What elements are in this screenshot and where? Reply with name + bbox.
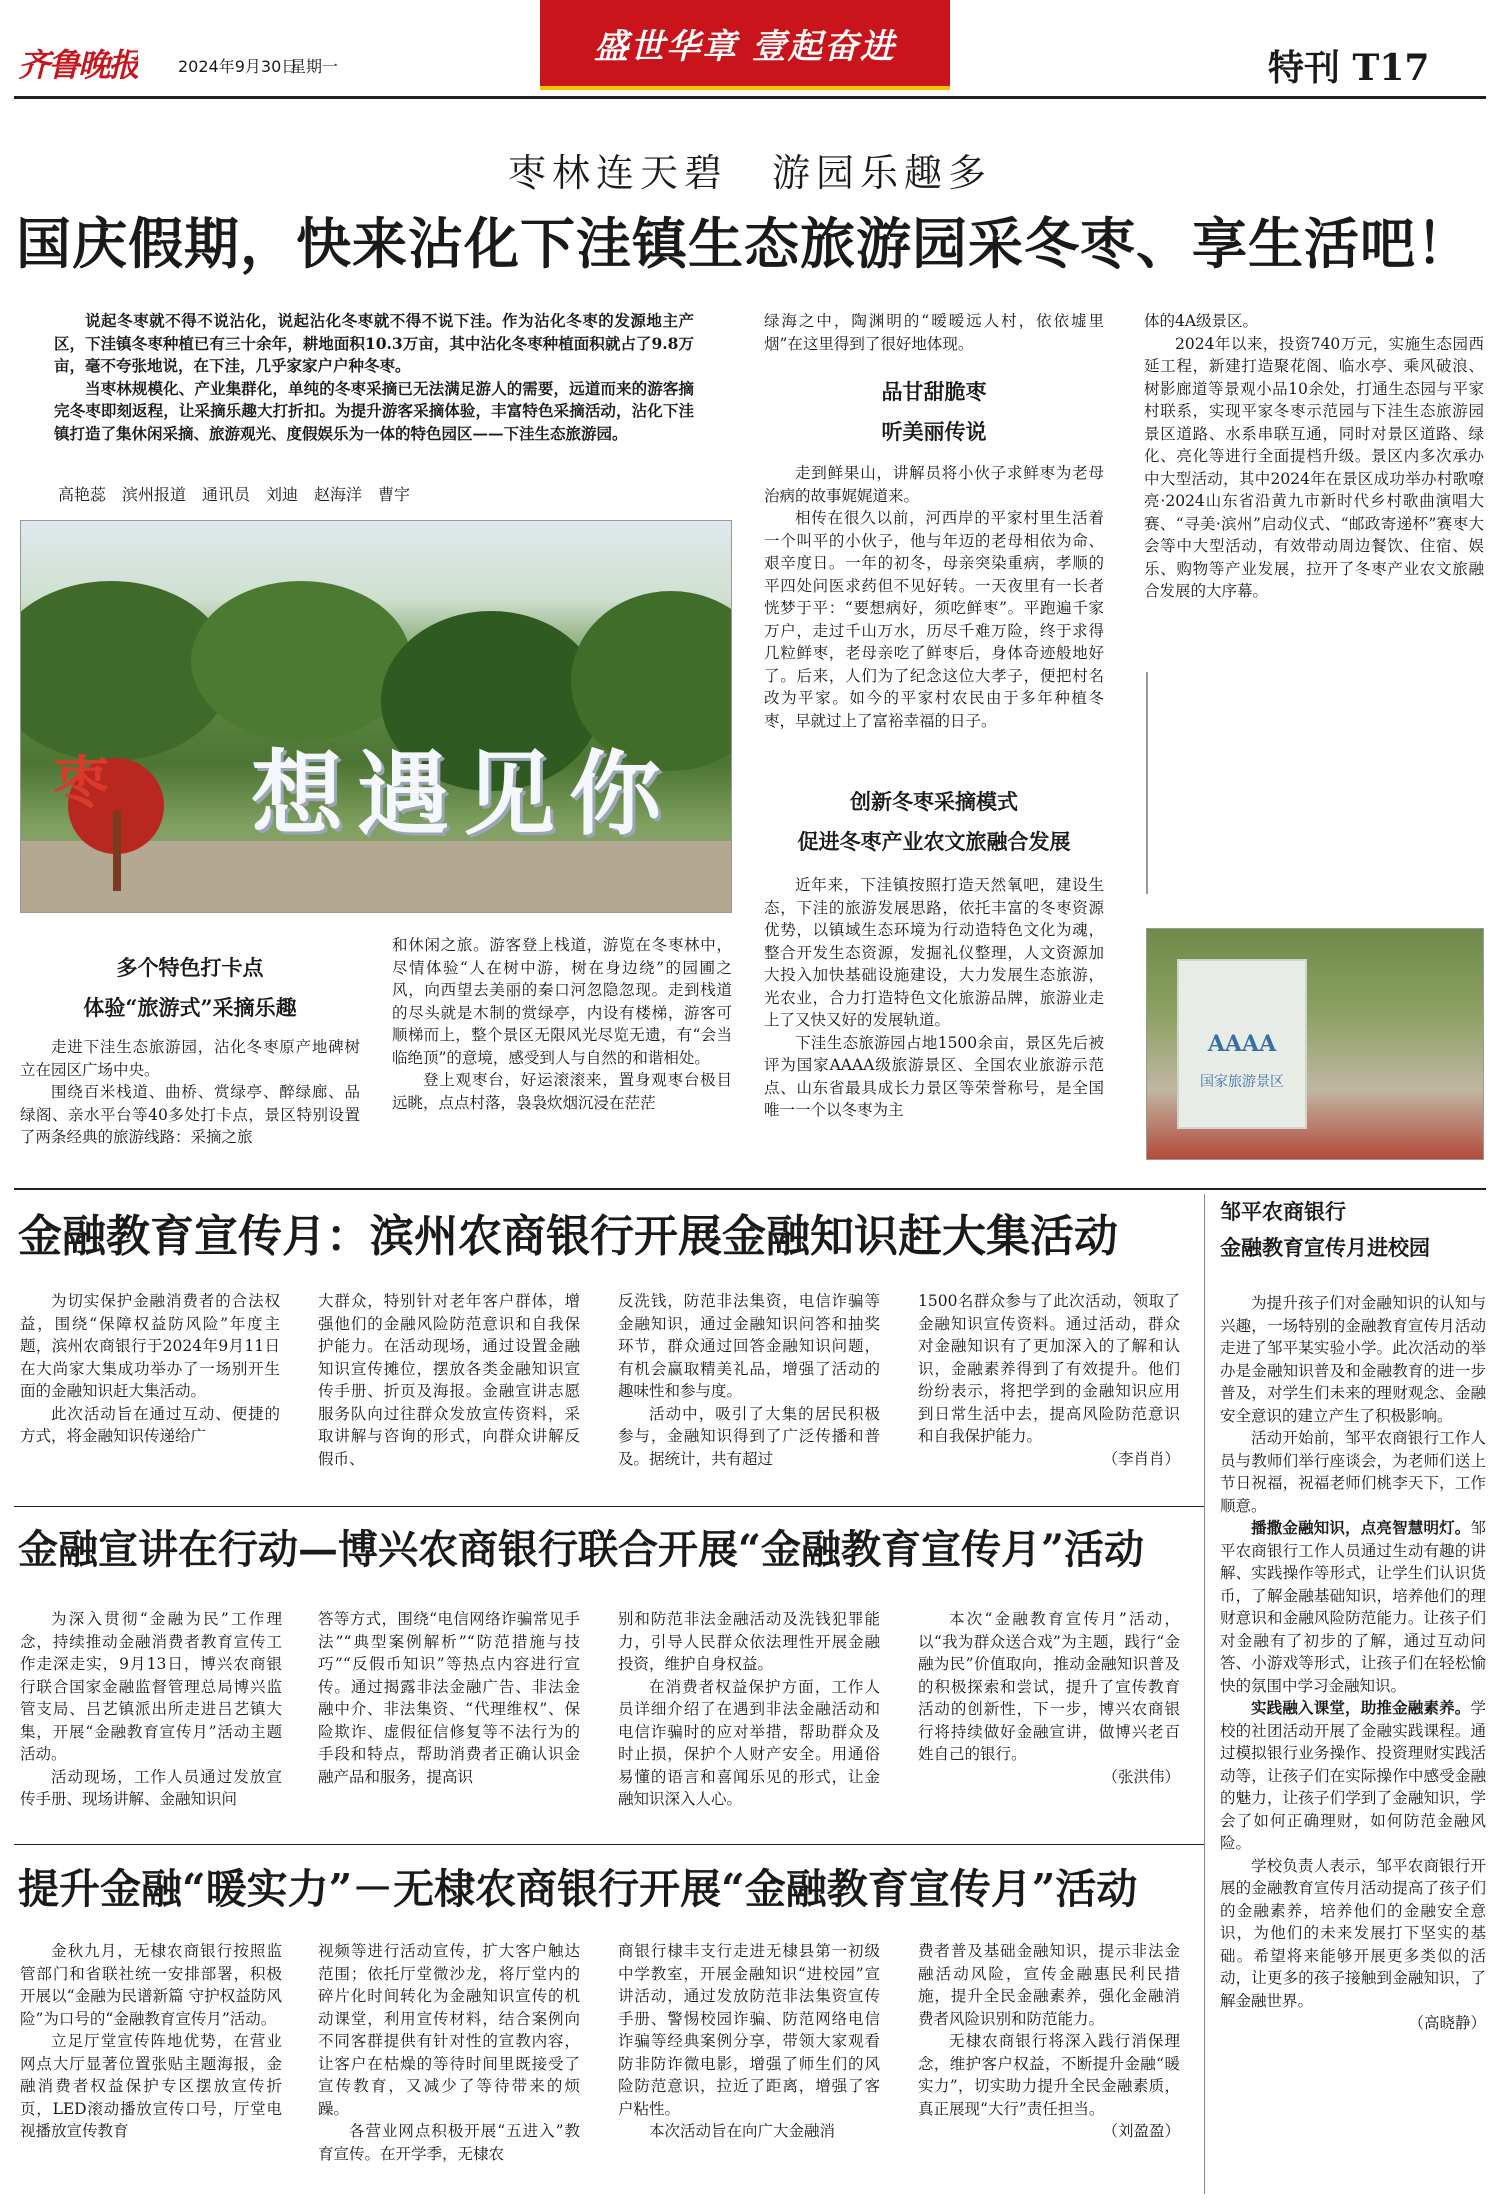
- article5-body: [1220, 1292, 1486, 2035]
- section-rule: [14, 1844, 1204, 1845]
- subhead-c2: 促进冬枣产业农文旅融合发展: [797, 829, 1071, 854]
- paragraph: 1500名群众参与了此次活动，领取了金融知识宣传资料。通过活动，群众对金融知识有了更加深入的了解和认识，金融素养得到了有效提升。他们纷纷表示，将把学到的金融知识应用到日常生活中去，提高风险防范意识和自我保护能力。: [918, 1292, 1180, 1445]
- paragraph: 为切实保护金融消费者的合法权益，围绕“保障权益防风险”年度主题，滨州农商银行于2024年9月11日在大尚家大集成功举办了一场别开生面的金融知识赶大集活动。: [20, 1292, 280, 1400]
- article3-col3: [618, 1608, 880, 1811]
- paragraph: 相传在很久以前，河西岸的平家村里生活着一个叫平的小伙子，他与年迈的老母相依为命、艰辛度日。一年的初冬，母亲突染重病，孝顺的平四处问医求药但不见好转。一天夜里有一长者恍梦于平：“要想病好，须吃鲜枣”。平跑遍千家万户，走过千山万水，历尽千难万险，终于求得几粒鲜枣，老母亲吃了鲜枣后，身体奇迹般地好了。后来，人们为了纪念这位大孝子，便把村名改为平家。如今的平家村农民由于多年种植冬枣，早就过上了富裕幸福的日子。: [764, 509, 1104, 730]
- article1-col3c: [764, 874, 1104, 1122]
- paragraph: 此次活动旨在通过互动、便捷的方式，将金融知识传递给广: [20, 1404, 280, 1445]
- paragraph: 走进下洼生态旅游园，沾化冬枣原产地碑树立在园区广场中央。: [20, 1038, 360, 1079]
- article1-authors: 高艳蕊 滨州报道 通讯员 刘迪 赵海洋 曹宇: [58, 485, 411, 504]
- header-rule: [14, 96, 1486, 99]
- paragraph: 走到鲜果山，讲解员将小伙子求鲜枣为老母治病的故事娓娓道来。: [764, 464, 1104, 505]
- paragraph: 视频等进行活动宣传，扩大客户触达范围；依托厅堂微沙龙，将厅堂内的碎片化时间转化为金融知识宣传的机动课堂，利用宣传材料，结合案例向不同客群提供有针对性的宣教内容，让客户在枯燥的等待时间里既接受了宣传教育，又减少了等待带来的烦躁。: [318, 1942, 580, 2118]
- article2-title: 金融教育宣传月：滨州农商银行开展金融知识赶大集活动: [18, 1211, 1118, 1262]
- paragraph-text: 邹平农商银行工作人员通过生动有趣的讲解、实践操作等形式，让学生们认识货币，了解金融基础知识，培养他们的理财意识和金融风险防范能力。让孩子们对金融有了初步的了解，通过互动问答、小游戏等形式，让孩子们在轻松愉快的氛围中学习金融知识。: [1220, 1519, 1486, 1695]
- article4-col1: [20, 1940, 282, 2143]
- sign-stone: [1177, 959, 1307, 1129]
- jujube-photo: [1146, 672, 1148, 894]
- article1-subtitle: 枣林连天碧 游园乐趣多: [507, 151, 992, 195]
- article2-col3: [618, 1290, 880, 1470]
- sign-grade: AAAA: [1207, 1031, 1277, 1057]
- paragraph-text: 学校的社团活动开展了金融实践课程。通过模拟银行业务操作、投资理财实践活动等，让孩子们在实际操作中感受金融的魅力，让孩子们学到了金融知识，学会了如何正确理财，如何防范金融风险。: [1220, 1699, 1486, 1852]
- sign-label: 国家旅游景区: [1200, 1074, 1284, 1090]
- lead-paragraph: 说起冬枣就不得不说沾化，说起沾化冬枣就不得不说下洼。作为沾化冬枣的发源地主产区，下洼镇冬枣种植已有三十余年，耕地面积10.3万亩，其中沾化冬枣种植面积就占了9.8万亩，毫不夸张地说，在下洼，几乎家家户户种冬枣。: [54, 311, 694, 375]
- subhead-b2: 听美丽传说: [881, 419, 987, 444]
- paragraph: 本次活动旨在向广大金融消: [649, 2122, 836, 2140]
- article1-title: 国庆假期，快来沾化下洼镇生态旅游园采冬枣、享生活吧！: [16, 211, 1473, 276]
- article4-col4: [918, 1940, 1180, 2143]
- paragraph: 近年来，下洼镇按照打造天然氧吧，建设生态，下洼的旅游发展思路，依托丰富的冬枣资源优势，以镇域生态环境为行动造特色文化为魂，整合开发生态资源，发掘礼仪整理，人文资源加大投入加快基础设施建设，大力发展生态旅游，光农业，合力打造特色文化旅游品牌，旅游业走上了又快又好的发展轨道。: [764, 876, 1104, 1029]
- article4-col2: [318, 1940, 580, 2165]
- paragraph: 费者普及基础金融知识，提示非法金融活动风险，宣传金融惠民利民措施，提升全民金融素养，强化金融消费者风险识别和防范能力。: [918, 1942, 1180, 2028]
- paragraph: 为深入贯彻“金融为民”工作理念，持续推动金融消费者教育宣传工作走深走实，9月13日，博兴农商银行联合国家金融监督管理总局博兴监管支局、吕艺镇派出所走进吕艺镇大集，开展“金融教育宣传月”活动主题活动。: [20, 1610, 282, 1763]
- article1-col4: [1144, 310, 1484, 603]
- paragraph: 别和防范非法金融活动及洗钱犯罪能力，引导人民群众依法理性开展金融投资，维护自身权益。: [618, 1610, 880, 1673]
- paragraph: 学校负责人表示，邹平农商银行开展的金融教育宣传月活动提高了孩子们的金融素养，培养他们的金融安全意识，为他们的未来发展打下坚实的基础。希望将来能够开展更多类似的活动，让更多的孩子接触到金融知识，了解金融世界。: [1220, 1856, 1486, 2010]
- paragraph: 答等方式，围绕“电信网络诈骗常见手法”“典型案例解析”“防范措施与技巧”“反假币知识”等热点内容进行宣传。通过揭露非法金融广告、非法金融中介、非法集资、“代理维权”、保险欺诈、虚假征信修复等不法行为的手段和特点，帮助消费者正确认识金融产品和服务，提高识: [318, 1610, 580, 1786]
- article1-col3b: [764, 462, 1104, 732]
- photo-sculpture-text: 想遇见你: [251, 740, 676, 848]
- paragraph: 活动开始前，邹平农商银行工作人员与教师们举行座谈会，为老师们送上节日祝福，祝福老师们桃李天下，工作顺意。: [1220, 1429, 1486, 1515]
- paragraph: 绿海之中，陶渊明的“暧暧远人村，依依墟里烟”在这里得到了很好地体现。: [764, 312, 1104, 353]
- paragraph: 商银行棣丰支行走进无棣县第一初级中学教室，开展金融知识“进校园”宣讲活动，通过发放防范非法集资宣传手册、警惕校园诈骗、防范网络电信诈骗等经典案例分享，带领大家观看防非防诈微电影，增强了师生们的风险防范意识，拉近了距离，增强了客户粘性。: [618, 1942, 880, 2118]
- byline: （高晓静）: [1408, 2014, 1486, 2032]
- paragraph: [1220, 1517, 1486, 1697]
- paragraph: 大群众，特别针对老年客户群体，增强他们的金融风险防范意识和自我保护能力。在活动现场，通过设置金融知识宣传摊位，摆放各类金融知识宣传手册、折页及海报。金融宣讲志愿服务队向过往群众发放宣传资料，采取讲解与咨询的形式，向群众讲解反假币、: [318, 1292, 580, 1468]
- subhead-a2: 体验“旅游式”采摘乐趣: [83, 995, 297, 1020]
- paragraph: 下洼生态旅游园占地1500余亩，景区先后被评为国家AAAA级旅游景区、全国农业旅游示范点、山东省最具成长力景区等荣誉称号，是全国唯一一个以冬枣为主: [764, 1033, 1104, 1119]
- scenic-sign-photo: [1146, 928, 1484, 1160]
- article5-title2: 金融教育宣传月进校园: [1220, 1235, 1430, 1260]
- paragraph: 登上观枣台，好运滚滚来，置身观枣台极目远眺，点点村落，袅袅炊烟沉浸在茫茫: [392, 1071, 732, 1112]
- paragraph: 和休闲之旅。游客登上栈道，游览在冬枣林中，尽情体验“人在树中游，树在身边绕”的园圃之风，向西望去美丽的秦口河忽隐忽现。走到栈道的尽头就是木制的赏绿亭，内设有楼梯，游客可顺梯而上，整个景区无限风光尽览无遗，有“会当临绝顶”的意境，感受到人与自然的和谐相处。: [392, 936, 732, 1067]
- paragraph: 活动现场，工作人员通过发放宣传手册、现场讲解、金融知识问: [20, 1767, 282, 1808]
- article1-lead: [54, 310, 694, 445]
- article1-col3a: [764, 310, 1104, 355]
- keyline: 实践融入课堂，助推金融素养。: [1251, 1698, 1471, 1717]
- article2-col2: [318, 1290, 580, 1470]
- paragraph: 反洗钱，防范非法集资，电信诈骗等金融知识，通过金融知识问答和抽奖环节，群众通过回答金融知识问题，有机会赢取精美礼品，增强了活动的趣味性和参与度。: [618, 1292, 880, 1400]
- article1-col2: [392, 934, 732, 1114]
- paragraph: 活动中，吸引了大集的居民积极参与，金融知识得到了广泛传播和普及。据统计，共有超过: [618, 1404, 880, 1468]
- subhead-c: 创新冬枣采摘模式: [850, 789, 1018, 814]
- section-rule: [14, 1506, 1204, 1507]
- paragraph: 2024年以来，投资740万元，实施生态园西延工程，新建打造聚花阁、临水亭、乘风破浪、树影廊道等景观小品10余处，打通生态园与平家村联系，实现平家冬枣示范园与下洼生态旅游园景区道路、水系串联互通，同时对景区道路、绿化、亮化等进行全面提档升级。景区内多次承办中大型活动，其中2024年在景区成功举办村歌嘹亮·2024山东省沿黄九市新时代乡村歌曲演唱大赛、“寻美·滨州”启动仪式、“邮政寄递杯”赛枣大会等中大型活动，有效带动周边餐饮、住宿、娱乐、购物等产业发展，拉开了冬枣产业农文旅融合发展的大序幕。: [1144, 334, 1484, 600]
- article4-title: 提升金融“暖实力”－无棣农商银行开展“金融教育宣传月”活动: [18, 1865, 1138, 1913]
- issue-weekday: 星期一: [290, 57, 339, 76]
- newspaper-logo: 齐鲁晚报: [18, 46, 139, 84]
- paragraph: 无棣农商银行将深入践行消保理念，维护客户权益，不断提升金融“暖实力”，切实助力提升全民金融素质，真正展现“大行”责任担当。: [918, 2032, 1180, 2118]
- paragraph: [1220, 1697, 1486, 1855]
- page-header: [0, 0, 1500, 108]
- article3-col4: [918, 1608, 1180, 1788]
- article3-title: 金融宣讲在行动—博兴农商银行联合开展“金融教育宣传月”活动: [18, 1526, 1145, 1573]
- paragraph: 本次“金融教育宣传月”活动，以“我为群众送合戏”为主题，践行“金融为民”价值取向，推动金融知识普及的积极探索和尝试，提升了宣传教育活动的创新性，下一步，博兴农商银行将持续做好金融宣讲，做博兴老百姓自己的银行。: [918, 1610, 1180, 1763]
- top-banner: 盛世华章 壹起奋进: [540, 0, 950, 90]
- article4-col3: [618, 1940, 880, 2143]
- issue-date: 2024年9月30日: [178, 57, 298, 76]
- article3-col2: [318, 1608, 580, 1788]
- subhead-a: 多个特色打卡点: [116, 955, 264, 980]
- article1-col1: [20, 1036, 360, 1149]
- paragraph: 各营业网点积极开展“五进入”教育宣传。在开学季，无棣农: [318, 2122, 580, 2163]
- photo-scene: [21, 521, 732, 913]
- page-number: 特刊 T17: [1268, 47, 1430, 89]
- lead-paragraph: 当枣林规模化、产业集群化，单纯的冬枣采摘已无法满足游人的需要，远道而来的游客摘完冬枣即刻返程，让采摘乐趣大打折扣。为提升游客采摘体验，丰富特色采摘活动，沾化下洼镇打造了集休闲采摘、旅游观光、度假娱乐为一体的特色园区——下洼生态旅游园。: [54, 378, 694, 443]
- byline: （刘盈盈）: [1102, 2122, 1180, 2140]
- byline: （李肖肖）: [1102, 1449, 1180, 1468]
- paragraph: 围绕百米栈道、曲桥、赏绿亭、醉绿廊、品绿阁、亲水平台等40多处打卡点，景区特别设置了两条经典的旅游线路：采摘之旅: [20, 1083, 360, 1146]
- paragraph: 立足厅堂宣传阵地优势，在营业网点大厅显著位置张贴主题海报，金融消费者权益保护专区摆放宣传折页，LED滚动播放宣传口号，厅堂电视播放宣传教育: [20, 2032, 282, 2140]
- jujube-fruits: [1147, 673, 1148, 894]
- article3-col1: [20, 1608, 282, 1811]
- section-rule: [14, 1188, 1486, 1190]
- paragraph: 金秋九月，无棣农商银行按照监管部门和省联社统一安排部署，积极开展以“金融为民谱新篇 守护权益防风险”为口号的“金融教育宣传月”活动。: [20, 1942, 282, 2028]
- column-divider: [1204, 1194, 1205, 2194]
- article2-col4: [918, 1290, 1180, 1470]
- paragraph: 体的4A级景区。: [1144, 312, 1259, 330]
- byline: （张洪伟）: [1102, 1767, 1180, 1786]
- keyline: 播撒金融知识，点亮智慧明灯。: [1251, 1518, 1471, 1537]
- photo-red-character: 枣: [53, 750, 109, 816]
- main-photo: [20, 520, 732, 913]
- article2-col1: [20, 1290, 280, 1448]
- paragraph: 为提升孩子们对金融知识的认知与兴趣，一场特别的金融教育宣传月活动走进了邹平某实验小学。此次活动的举办是金融知识普及和金融教育的进一步普及，对学生们未来的理财观念、金融安全意识的建立产生了积极影响。: [1220, 1294, 1486, 1425]
- article5-title1: 邹平农商银行: [1220, 1199, 1346, 1224]
- subhead-b: 品甘甜脆枣: [881, 379, 987, 404]
- paragraph: 在消费者权益保护方面，工作人员详细介绍了在遇到非法金融活动和电信诈骗时的应对举措，帮助群众及时止损，保护个人财产安全。用通俗易懂的语言和喜闻乐见的形式，让金融知识深入人心。: [618, 1677, 880, 1808]
